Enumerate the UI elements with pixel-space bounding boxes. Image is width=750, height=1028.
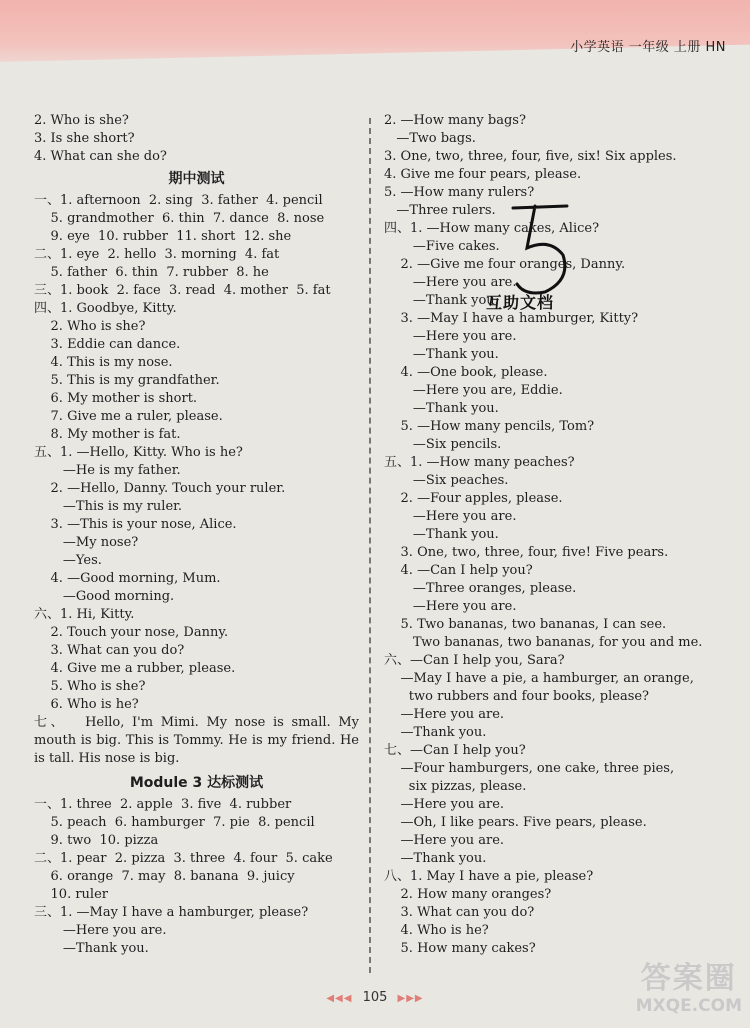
answer-line: 2. Who is she?: [34, 319, 146, 334]
answer-line: 三、1. —May I have a hamburger, please?: [34, 905, 309, 920]
column-divider: [369, 118, 371, 973]
left-mid-lines: [34, 192, 359, 714]
answer-line: —My nose?: [34, 535, 139, 550]
answer-line: 2. —Give me four oranges, Danny.: [384, 257, 626, 272]
answer-line: 2. —How many bags?: [384, 113, 526, 128]
left-top-lines: [34, 112, 359, 166]
answer-line: 3. Is she short?: [34, 131, 135, 146]
left-column: [34, 112, 359, 958]
answer-line: 3. What can you do?: [34, 643, 185, 658]
left-bottom-lines: [34, 796, 359, 958]
answer-line: 2. Touch your nose, Danny.: [34, 625, 229, 640]
answer-line: —Thank you.: [34, 941, 149, 956]
answer-line: 4. —One book, please.: [384, 365, 548, 380]
answer-line: 五、1. —Hello, Kitty. Who is he?: [34, 445, 243, 460]
answer-line: —He is my father.: [34, 463, 181, 478]
answer-line: 四、1. Goodbye, Kitty.: [34, 301, 177, 316]
answer-line: 3. —This is your nose, Alice.: [34, 517, 237, 532]
answer-line: —Here you are.: [384, 275, 517, 290]
watermark-url: MXQE.COM: [635, 996, 742, 1016]
answer-line: —Two bags.: [384, 131, 476, 146]
answer-line: 4. Give me four pears, please.: [384, 167, 582, 182]
answer-line: —Thank you.: [384, 401, 499, 416]
answer-line: —Here you are.: [384, 599, 517, 614]
answer-line: 一、1. three 2. apple 3. five 4. rubber: [34, 797, 292, 812]
answer-line: 2. —Four apples, please.: [384, 491, 563, 506]
answer-line: 5. Who is she?: [34, 679, 146, 694]
answer-line: 3. One, two, three, four, five, six! Six apples.: [384, 149, 677, 164]
answer-line: 八、1. May I have a pie, please?: [384, 869, 594, 884]
answer-line: 3. Eddie can dance.: [34, 337, 181, 352]
answer-line: —May I have a pie, a hamburger, an orange,: [384, 671, 694, 686]
answer-line: —Oh, I like pears. Five pears, please.: [384, 815, 647, 830]
answer-line: 四、1. —How many cakes, Alice?: [384, 221, 600, 236]
watermark-logo: [636, 962, 742, 1016]
paragraph-seven-text: Hello, I'm Mimi. My nose is small. My mouth is big. This is Tommy. He is my friend. He is tall. His nose is big.: [34, 715, 359, 766]
answer-line: 2. How many oranges?: [384, 887, 552, 902]
answer-line: —Here you are.: [384, 329, 517, 344]
answer-line: 5. Two bananas, two bananas, I can see.: [384, 617, 667, 632]
answer-line: 5. This is my grandfather.: [34, 373, 220, 388]
answer-line: —Here you are.: [34, 923, 167, 938]
header-title: 小学英语 一年级 上册 HN: [570, 40, 726, 55]
answer-line: —Here you are.: [384, 707, 505, 722]
answer-line: —Four hamburgers, one cake, three pies,: [384, 761, 675, 776]
answer-line: 7. Give me a ruler, please.: [34, 409, 223, 424]
answer-line: 5. peach 6. hamburger 7. pie 8. pencil: [34, 815, 315, 830]
section-title-module3: Module 3 达标测试: [129, 775, 264, 791]
answer-line: 4. What can she do?: [34, 149, 167, 164]
section-title-midterm: 期中测试: [168, 171, 225, 187]
answer-line: 3. —May I have a hamburger, Kitty?: [384, 311, 639, 326]
answer-line: 5. father 6. thin 7. rubber 8. he: [34, 265, 269, 280]
answer-line: —Three oranges, please.: [384, 581, 577, 596]
answer-line: —Six peaches.: [384, 473, 509, 488]
answer-line: 六、1. Hi, Kitty.: [34, 607, 135, 622]
answer-line: —Thank you.: [384, 293, 499, 308]
answer-line: 6. orange 7. may 8. banana 9. juicy: [34, 869, 295, 884]
answer-line: —This is my ruler.: [34, 499, 183, 514]
answer-line: 3. One, two, three, four, five! Five pears.: [384, 545, 669, 560]
answer-line: 5. —How many rulers?: [384, 185, 535, 200]
answer-line: 二、1. pear 2. pizza 3. three 4. four 5. cake: [34, 851, 333, 866]
answer-line: 五、1. —How many peaches?: [384, 455, 575, 470]
answer-line: 4. This is my nose.: [34, 355, 173, 370]
answer-line: —Here you are.: [384, 833, 505, 848]
answer-line: —Thank you.: [384, 347, 499, 362]
answer-line: —Good morning.: [34, 589, 175, 604]
answer-line: —Three rulers.: [384, 203, 496, 218]
answer-line: Two bananas, two bananas, for you and me.: [384, 635, 703, 650]
answer-line: —Here you are, Eddie.: [384, 383, 563, 398]
answer-line: 6. My mother is short.: [34, 391, 198, 406]
answer-line: —Five cakes.: [384, 239, 500, 254]
answer-line: six pizzas, please.: [384, 779, 527, 794]
answer-line: 6. Who is he?: [34, 697, 139, 712]
paragraph-seven: [34, 714, 359, 768]
answer-line: 3. What can you do?: [384, 905, 535, 920]
answer-line: 二、1. eye 2. hello 3. morning 4. fat: [34, 247, 280, 262]
answer-line: —Yes.: [34, 553, 102, 568]
answer-line: 4. —Good morning, Mum.: [34, 571, 221, 586]
answer-line: —Thank you.: [384, 851, 487, 866]
answer-line: 六、—Can I help you, Sara?: [384, 653, 565, 668]
answer-line: 4. Give me a rubber, please.: [34, 661, 236, 676]
answer-line: 5. How many cakes?: [384, 941, 536, 956]
answer-line: 4. —Can I help you?: [384, 563, 533, 578]
answer-line: 三、1. book 2. face 3. read 4. mother 5. fat: [34, 283, 331, 298]
answer-line: 8. My mother is fat.: [34, 427, 181, 442]
answer-line: 5. —How many pencils, Tom?: [384, 419, 595, 434]
watermark-cn: 答案圈: [640, 961, 737, 996]
answer-line: 4. Who is he?: [384, 923, 489, 938]
footer-left-arrows-icon: ◀◀◀: [326, 993, 353, 1004]
answer-line: —Here you are.: [384, 509, 517, 524]
page-number: 105: [362, 990, 388, 1005]
answer-line: two rubbers and four books, please?: [384, 689, 650, 704]
answer-line: 5. grandmother 6. thin 7. dance 8. nose: [34, 211, 325, 226]
footer-right-arrows-icon: ▶▶▶: [397, 993, 424, 1004]
answer-line: 一、1. afternoon 2. sing 3. father 4. pencil: [34, 193, 323, 208]
answer-line: 2. Who is she?: [34, 113, 129, 128]
stamp-text: 互助文档: [486, 293, 555, 312]
answer-line: 9. two 10. pizza: [34, 833, 159, 848]
answer-line: 9. eye 10. rubber 11. short 12. she: [34, 229, 292, 244]
answer-line: —Thank you.: [384, 527, 499, 542]
answer-line: 2. —Hello, Danny. Touch your ruler.: [34, 481, 286, 496]
answer-line: —Thank you.: [384, 725, 487, 740]
answer-line: —Here you are.: [384, 797, 505, 812]
paragraph-seven-label: 七、: [34, 715, 68, 730]
answer-line: 七、—Can I help you?: [384, 743, 526, 758]
answer-line: 10. ruler: [34, 887, 108, 902]
answer-line: —Six pencils.: [384, 437, 502, 452]
